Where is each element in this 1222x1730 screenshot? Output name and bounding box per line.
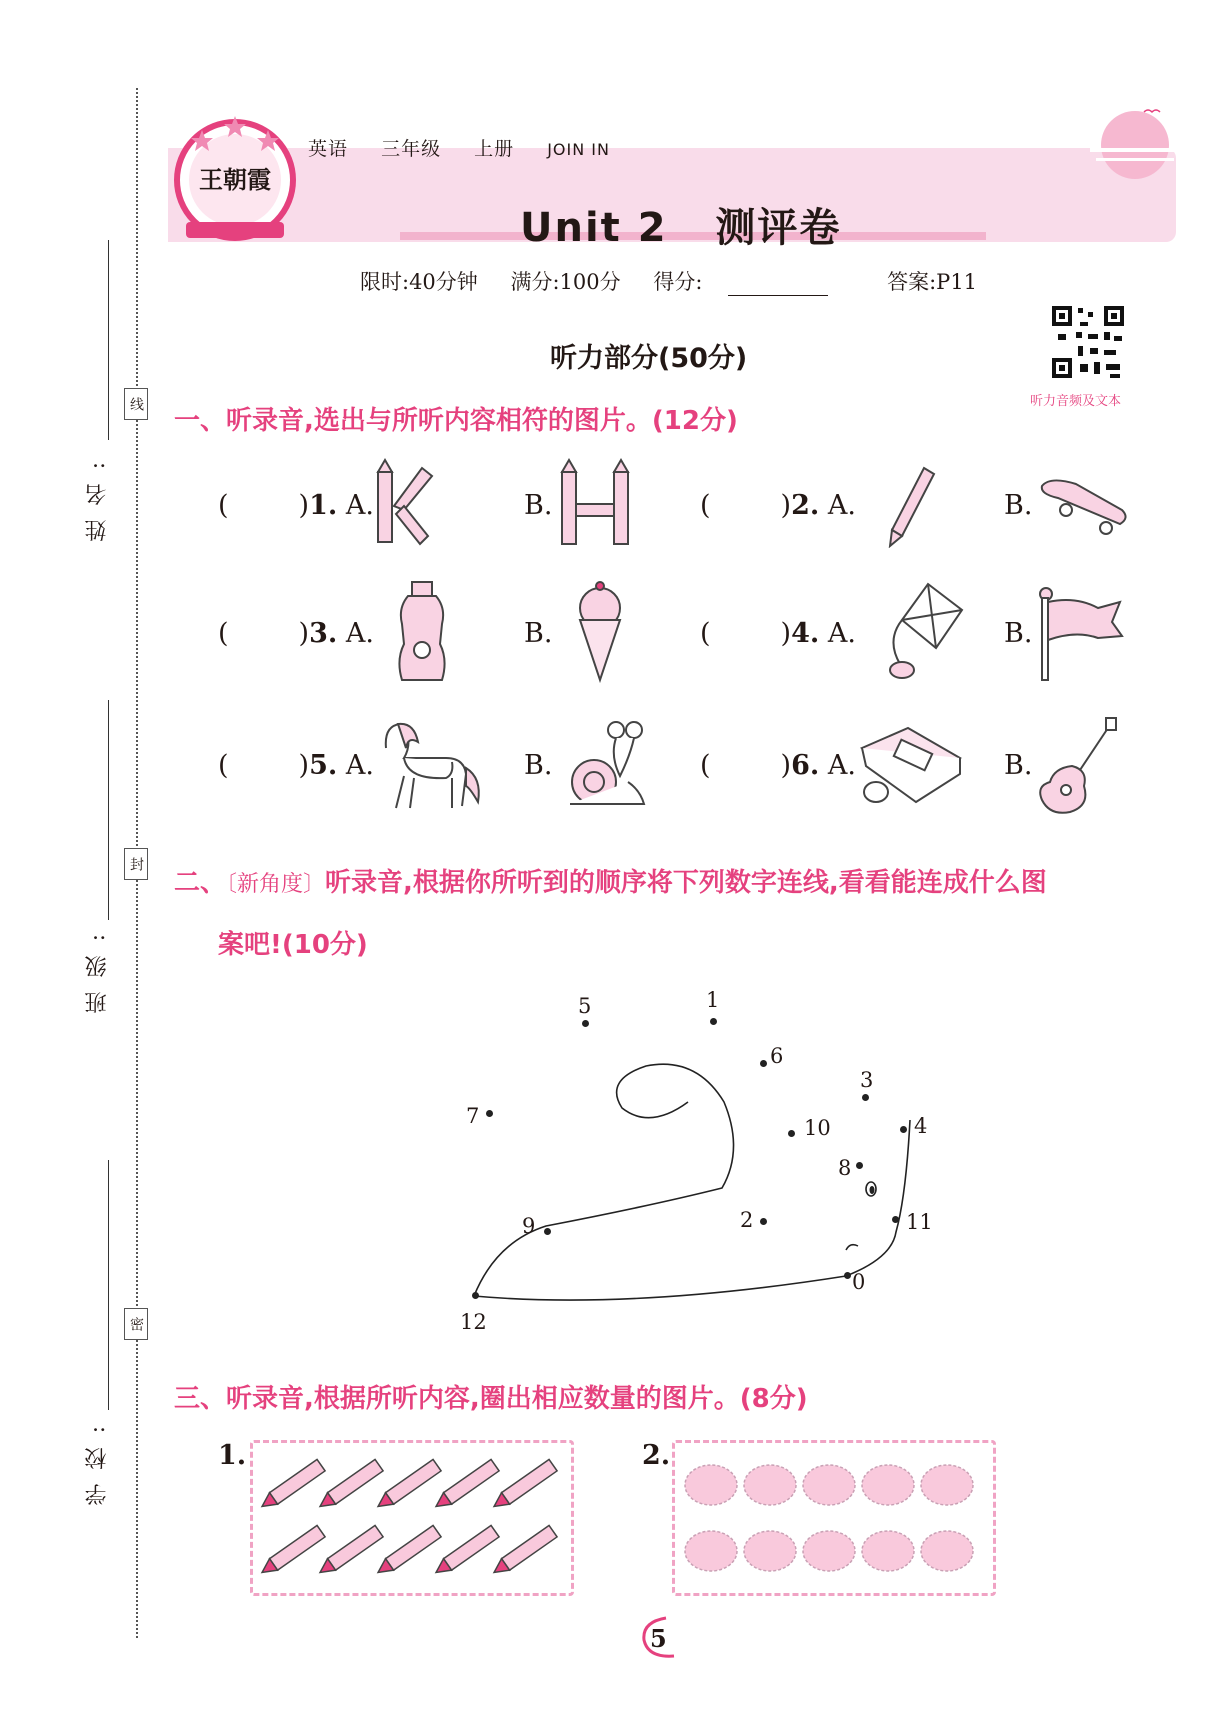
skateboard-icon[interactable] — [1036, 472, 1132, 546]
q1-item-4: ( )4. A. — [700, 618, 856, 649]
breadcrumb — [308, 134, 636, 161]
crayon-box — [250, 1440, 574, 1596]
breadcrumb-grade: 三年级 — [381, 138, 442, 160]
crayon-icon[interactable] — [258, 1525, 325, 1578]
q1-item-1: ( )1. A. — [218, 490, 374, 521]
q1-item-5: ( )5. A. — [218, 750, 374, 781]
crayon-icon[interactable] — [316, 1525, 383, 1578]
cut-mark-seal: 封 — [124, 848, 148, 880]
egg-icon[interactable] — [744, 1465, 796, 1505]
q1-item-2: ( )2. A. — [700, 490, 856, 521]
crayon-icon[interactable] — [258, 1459, 325, 1512]
time-limit: 限时:40分钟 — [360, 270, 478, 294]
crayon-icon[interactable] — [432, 1459, 499, 1512]
crayon-icon[interactable] — [316, 1459, 383, 1512]
dot-label-9: 9 — [522, 1214, 536, 1238]
egg-icon[interactable] — [685, 1531, 737, 1571]
class-blank[interactable] — [108, 700, 109, 920]
q1-1-b-label: B. — [524, 490, 553, 521]
guitar-icon[interactable] — [1036, 716, 1120, 820]
ice-cream-icon[interactable] — [570, 580, 630, 688]
dot-0[interactable] — [844, 1272, 851, 1279]
dot-label-2: 2 — [740, 1208, 754, 1232]
dot-label-3: 3 — [860, 1068, 874, 1092]
breadcrumb-volume: 上册 — [474, 138, 515, 160]
dot-label-0: 0 — [852, 1270, 866, 1294]
school-blank[interactable] — [108, 1160, 109, 1410]
qr-caption: 听力音频及文本 — [1030, 394, 1122, 409]
pencil-icon[interactable] — [882, 462, 942, 552]
qr-code-icon[interactable] — [1048, 302, 1128, 382]
score-blank[interactable] — [728, 277, 828, 296]
name-blank[interactable] — [108, 240, 109, 440]
dot-3[interactable] — [862, 1094, 869, 1101]
cut-mark-line: 线 — [124, 388, 148, 420]
dot-label-11: 11 — [906, 1210, 933, 1234]
new-angle-tag: 〔新角度〕 — [226, 872, 326, 897]
dot-4[interactable] — [900, 1126, 907, 1133]
egg-icon[interactable] — [862, 1465, 914, 1505]
dot-5[interactable] — [582, 1020, 589, 1027]
breadcrumb-series: JOIN IN — [547, 140, 610, 159]
q1-title: 一、听录音,选出与所听内容相符的图片。(12分) — [174, 406, 738, 436]
full-score: 满分:100分 — [510, 270, 621, 294]
dot-label-10: 10 — [804, 1116, 831, 1140]
crayon-icon[interactable] — [490, 1459, 557, 1512]
q3-item-1-num: 1. — [218, 1440, 247, 1471]
snail-eye-icon — [864, 1180, 878, 1198]
egg-icon[interactable] — [685, 1465, 737, 1505]
egg-group — [675, 1443, 993, 1593]
pony-icon[interactable] — [374, 718, 484, 818]
class-label: 班级: — [85, 920, 110, 1014]
q2-title — [174, 862, 1047, 899]
letter-h-icon[interactable] — [556, 458, 636, 552]
dot-1[interactable] — [710, 1018, 717, 1025]
dot-10[interactable] — [788, 1130, 795, 1137]
section-title: 听力部分(50分) — [550, 343, 748, 374]
bottle-icon[interactable] — [394, 580, 450, 688]
dot-8[interactable] — [856, 1162, 863, 1169]
dot-label-12: 12 — [460, 1310, 487, 1334]
dot-6[interactable] — [760, 1060, 767, 1067]
logo — [172, 108, 298, 244]
q1-item-3: ( )3. A. — [218, 618, 374, 649]
dot-9[interactable] — [544, 1228, 551, 1235]
q3-item-2-num: 2. — [642, 1440, 671, 1471]
q1-4-b-label: B. — [1004, 618, 1033, 649]
flag-icon[interactable] — [1036, 586, 1126, 686]
answer-ref: 答案:P11 — [887, 270, 978, 294]
kite-icon[interactable] — [880, 580, 966, 688]
dot-to-dot-area[interactable] — [460, 980, 960, 1340]
dot-label-4: 4 — [914, 1114, 928, 1138]
egg-icon[interactable] — [862, 1531, 914, 1571]
dot-11[interactable] — [892, 1216, 899, 1223]
q2-title-text: 听录音,根据你所听到的顺序将下列数字连线,看看能连成什么图 — [325, 868, 1047, 898]
school-label: 学校: — [85, 1412, 110, 1506]
dot-12[interactable] — [472, 1292, 479, 1299]
q2-prefix: 二、 — [174, 868, 227, 898]
page-number: 5 — [650, 1624, 667, 1653]
logo-text: 王朝霞 — [199, 165, 271, 194]
egg-icon[interactable] — [803, 1465, 855, 1505]
crayon-icon[interactable] — [374, 1525, 441, 1578]
crayon-icon[interactable] — [374, 1459, 441, 1512]
meta-line — [360, 266, 1003, 296]
egg-icon[interactable] — [744, 1531, 796, 1571]
dot-7[interactable] — [486, 1110, 493, 1117]
snail-icon[interactable] — [560, 716, 650, 816]
letter-k-icon[interactable] — [370, 458, 440, 552]
q1-2-b-label: B. — [1004, 490, 1033, 521]
dot-2[interactable] — [760, 1218, 767, 1225]
snail-curve — [460, 980, 960, 1340]
egg-icon[interactable] — [921, 1465, 973, 1505]
sun-decoration-icon — [1090, 100, 1180, 180]
dot-label-1: 1 — [706, 988, 720, 1012]
crayon-group — [253, 1443, 571, 1593]
egg-icon[interactable] — [803, 1531, 855, 1571]
cut-mark-secret: 密 — [124, 1308, 148, 1340]
name-label: 姓名: — [85, 448, 110, 542]
q3-title: 三、听录音,根据所听内容,圈出相应数量的图片。(8分) — [174, 1384, 808, 1414]
q1-3-b-label: B. — [524, 618, 553, 649]
dot-label-8: 8 — [838, 1156, 852, 1180]
score-label: 得分: — [653, 270, 854, 294]
q1-item-6: ( )6. A. — [700, 750, 856, 781]
crayon-icon[interactable] — [490, 1525, 557, 1578]
dot-label-7: 7 — [466, 1104, 480, 1128]
q2-title-cont: 案吧!(10分) — [218, 930, 368, 960]
telephone-icon[interactable] — [856, 722, 966, 812]
q1-6-b-label: B. — [1004, 750, 1033, 781]
dot-label-6: 6 — [770, 1044, 784, 1068]
breadcrumb-subject: 英语 — [308, 138, 349, 160]
dot-label-5: 5 — [578, 994, 592, 1018]
q1-5-b-label: B. — [524, 750, 553, 781]
egg-icon[interactable] — [921, 1531, 973, 1571]
egg-box — [672, 1440, 996, 1596]
crayon-icon[interactable] — [432, 1525, 499, 1578]
page-title: Unit 2 测评卷 — [520, 205, 842, 251]
